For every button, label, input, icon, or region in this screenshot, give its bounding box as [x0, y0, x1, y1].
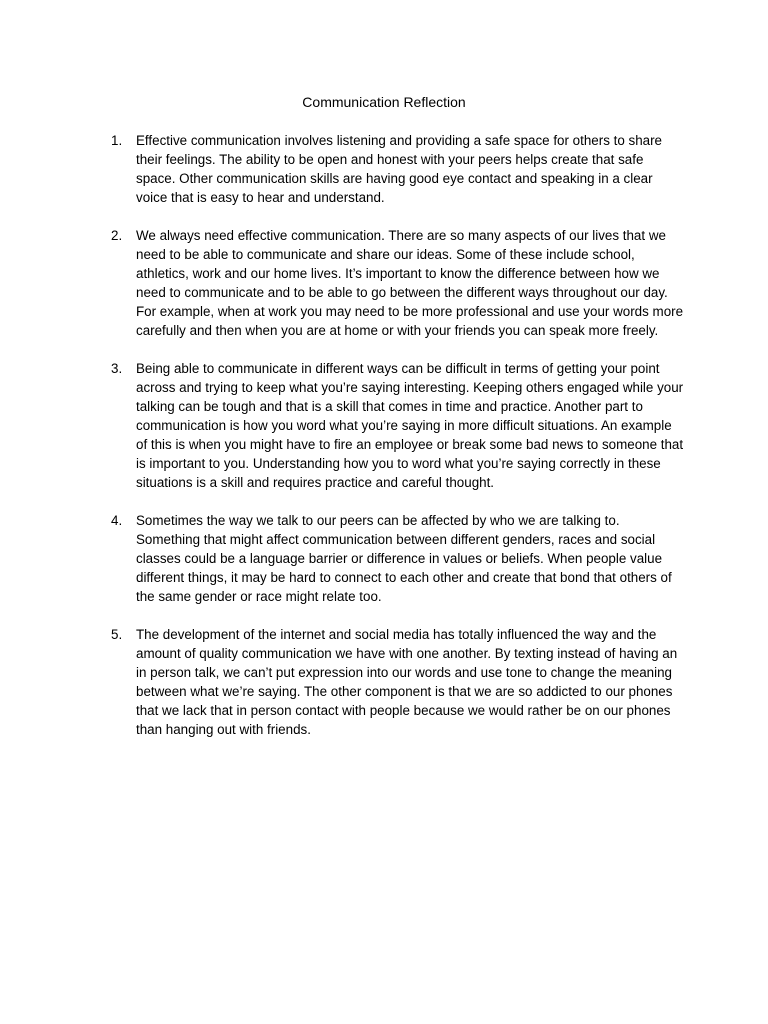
list-item-number: 1. — [111, 133, 123, 148]
list-item — [111, 226, 686, 340]
list-item-text: The development of the internet and social media has totally influenced the way and the amount of quality communication we have with one another. By texting instead of having an in person talk, we can’t put expression into our words and use tone to change the meaning between what we’re saying. The other component is that we are so addicted to our phones that we lack that in person contact with people because we would rather be on our phones than hanging out with friends. — [136, 627, 678, 737]
list-item — [111, 511, 686, 606]
list-item — [111, 625, 686, 739]
document-title: Communication Reflection — [302, 94, 466, 110]
list-item-text: Being able to communicate in different ways can be difficult in terms of getting your point across and trying to keep what you’re saying interesting. Keeping others engaged while your talking can be tough and that is a skill that comes in time and practice. Another part to communication is how you word what you’re saying in more difficult situations. An example of this is when you might have to fire an employee or break some bad news to someone that is important to you. Understanding how you to word what you’re saying correctly in these situations is a skill and requires practice and careful thought. — [136, 361, 684, 490]
list-item-number: 3. — [111, 361, 123, 376]
list-item-text: Effective communication involves listening and providing a safe space for others to share their feelings. The ability to be open and honest with your peers helps create that safe space. Other communication skills are having good eye contact and speaking in a clear voice that is easy to hear and understand. — [136, 133, 662, 205]
list-item — [111, 131, 686, 207]
list-item-text: We always need effective communication. There are so many aspects of our lives that we need to be able to communicate and share our ideas. Some of these include school, athletics, work and our home lives. It’s important to know the difference between how we need to communicate and to be able to go between the different ways throughout our day. For example, when at work you may need to be more professional and use your words more carefully and then when you are at home or with your friends you can speak more freely. — [136, 228, 684, 338]
list-item-text: Sometimes the way we talk to our peers can be affected by who we are talking to. Something that might affect communication between different genders, races and social classes could be a language barrier or difference in values or beliefs. When people value different things, it may be hard to connect to each other and create that bond that others of the same gender or race might relate too. — [136, 513, 672, 604]
list-item-number: 2. — [111, 228, 123, 243]
list-item-number: 5. — [111, 627, 123, 642]
reflection-list — [111, 131, 686, 758]
list-item-number: 4. — [111, 513, 123, 528]
list-item — [111, 359, 686, 492]
